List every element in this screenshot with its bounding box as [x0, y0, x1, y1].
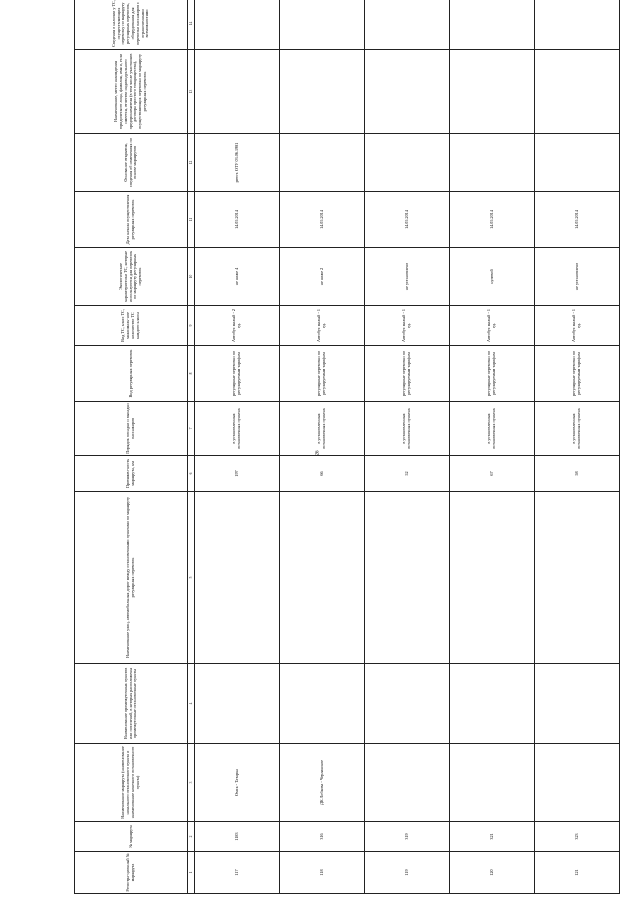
header-cell: Наименование промежуточных пунктов или поселений, в которых расположены промежуточные остановочные пункты	[75, 664, 188, 744]
vehicle-class: Автобус малый - 2 ед.	[195, 306, 280, 346]
page-number: 26	[315, 450, 321, 456]
route-number: 321	[450, 822, 535, 852]
column-number: 12	[188, 134, 195, 192]
carrier	[280, 50, 365, 134]
header-cell: Экологические характеристики ТС, которые используются для перевозок по маршруту регулярных перевозок	[75, 248, 188, 306]
intermediate-stops	[450, 664, 535, 744]
registration-number: 120	[450, 852, 535, 894]
header-cell: № маршрута	[75, 822, 188, 852]
carrier	[365, 50, 450, 134]
eco-class: не ниже 2	[280, 248, 365, 306]
route-name: Омск - Татарка	[195, 744, 280, 822]
table-row	[280, 0, 365, 894]
table-row	[195, 0, 280, 894]
header-cell: Наименование, место нахождения юридического лица, фамилия, имя и, если имеется, отчество индивидуального предпринимателя (в том числе участников договора простого товарищества), осуществляющих перевозки по маршруту регулярных перевозок	[75, 50, 188, 134]
header-cell: Основание открытия, сведения об изменениях по основе маршрутов	[75, 134, 188, 192]
header-cell: Вид регулярных перевозок	[75, 346, 188, 402]
registration-number: 121	[535, 852, 620, 894]
transport-type: регулярные перевозки по регулируемым тарифам	[450, 346, 535, 402]
boarding-order: в установленных остановочных пунктах	[195, 402, 280, 456]
route-number: 316	[280, 822, 365, 852]
start-date: 14.05.2014	[450, 192, 535, 248]
header-cell: Сведения о наличии у ТС, осуществляющих перевозку по маршруту регулярных перевозок, оборудования для перевозки пассажиров с ограниченными возможностями	[75, 0, 188, 50]
route-length: 52	[365, 456, 450, 492]
column-number: 11	[188, 192, 195, 248]
intermediate-stops	[280, 664, 365, 744]
opening-basis	[450, 134, 535, 192]
header-cell: Дата начала осуществления регулярных перевозок	[75, 192, 188, 248]
routes-register-table	[74, 0, 604, 894]
column-number: 1	[188, 852, 195, 894]
registration-number: 117	[195, 852, 280, 894]
intermediate-stops	[365, 664, 450, 744]
header-cell: Наименование маршрута (наименование начального остановочного пункта и наименование конечного остановочного пункта)	[75, 744, 188, 822]
eco-class: нулевой	[450, 248, 535, 306]
route-number: 323	[535, 822, 620, 852]
start-date: 14.05.2014	[280, 192, 365, 248]
header-cell: Порядок посадки и высадки пассажиров	[75, 402, 188, 456]
accessibility	[535, 0, 620, 50]
eco-class: не установлено	[535, 248, 620, 306]
route-name	[450, 744, 535, 822]
boarding-order: в установленных остановочных пунктах	[280, 402, 365, 456]
column-number: 2	[188, 822, 195, 852]
column-number: 7	[188, 402, 195, 456]
eco-class: не ниже 4	[195, 248, 280, 306]
start-date: 14.05.2014	[195, 192, 280, 248]
column-number: 6	[188, 456, 195, 492]
vehicle-class: Автобус малый - 1 ед.	[535, 306, 620, 346]
column-number-row	[188, 0, 195, 894]
boarding-order: в установленных остановочных пунктах	[365, 402, 450, 456]
route-streets	[450, 492, 535, 664]
route-number: 319	[365, 822, 450, 852]
table-row	[450, 0, 535, 894]
route-length: 58	[535, 456, 620, 492]
route-streets	[365, 492, 450, 664]
transport-type: регулярные перевозки по регулируемым тарифам	[280, 346, 365, 402]
route-length: 197	[195, 456, 280, 492]
column-number: 3	[188, 744, 195, 822]
opening-basis: реест. ОТУ 03.06.1981	[195, 134, 280, 192]
column-number: 5	[188, 492, 195, 664]
transport-type: регулярные перевозки по регулируемым тарифам	[535, 346, 620, 402]
header-cell: Протяжен-ность маршрута, км	[75, 456, 188, 492]
route-number: 1183	[195, 822, 280, 852]
registry-table	[74, 0, 620, 894]
vehicle-class: Автобус малый - 1 ед.	[365, 306, 450, 346]
accessibility	[280, 0, 365, 50]
column-number: 4	[188, 664, 195, 744]
route-length: 67	[450, 456, 535, 492]
start-date: 14.05.2014	[365, 192, 450, 248]
boarding-order: в установленных остановочных пунктах	[450, 402, 535, 456]
route-name	[365, 744, 450, 822]
opening-basis	[280, 134, 365, 192]
opening-basis	[535, 134, 620, 192]
vehicle-class: Автобус малый - 1 ед.	[450, 306, 535, 346]
column-number: 14	[188, 0, 195, 50]
route-streets	[535, 492, 620, 664]
header-row	[75, 0, 188, 894]
intermediate-stops	[535, 664, 620, 744]
column-number: 8	[188, 346, 195, 402]
column-number: 13	[188, 50, 195, 134]
column-number: 9	[188, 306, 195, 346]
vehicle-class: Автобус малый - 1 ед.	[280, 306, 365, 346]
carrier	[195, 50, 280, 134]
accessibility	[365, 0, 450, 50]
opening-basis	[365, 134, 450, 192]
transport-type: регулярные перевозки по регулируемым тарифам	[365, 346, 450, 402]
route-streets	[195, 492, 280, 664]
transport-type: регулярные перевозки по регулируемым тарифам	[195, 346, 280, 402]
route-name	[535, 744, 620, 822]
header-cell: Наименование улиц, автомобильных дорог между остановочными пунктами по маршруту регулярных перевозок	[75, 492, 188, 664]
header-cell: Регистра-ционный № маршрута	[75, 852, 188, 894]
header-cell: Вид ТС, класс ТС, максималь-ное количество ТС каждого класса	[75, 306, 188, 346]
table-row	[535, 0, 620, 894]
start-date: 14.05.2014	[535, 192, 620, 248]
route-length: 66	[280, 456, 365, 492]
accessibility	[195, 0, 280, 50]
intermediate-stops	[195, 664, 280, 744]
table-row	[365, 0, 450, 894]
carrier	[450, 50, 535, 134]
registration-number: 118	[280, 852, 365, 894]
eco-class: не установлено	[365, 248, 450, 306]
route-name: ДК Лобкова - Черлакское	[280, 744, 365, 822]
column-number: 10	[188, 248, 195, 306]
accessibility	[450, 0, 535, 50]
registration-number: 119	[365, 852, 450, 894]
route-streets	[280, 492, 365, 664]
boarding-order: в установленных остановочных пунктах	[535, 402, 620, 456]
carrier	[535, 50, 620, 134]
